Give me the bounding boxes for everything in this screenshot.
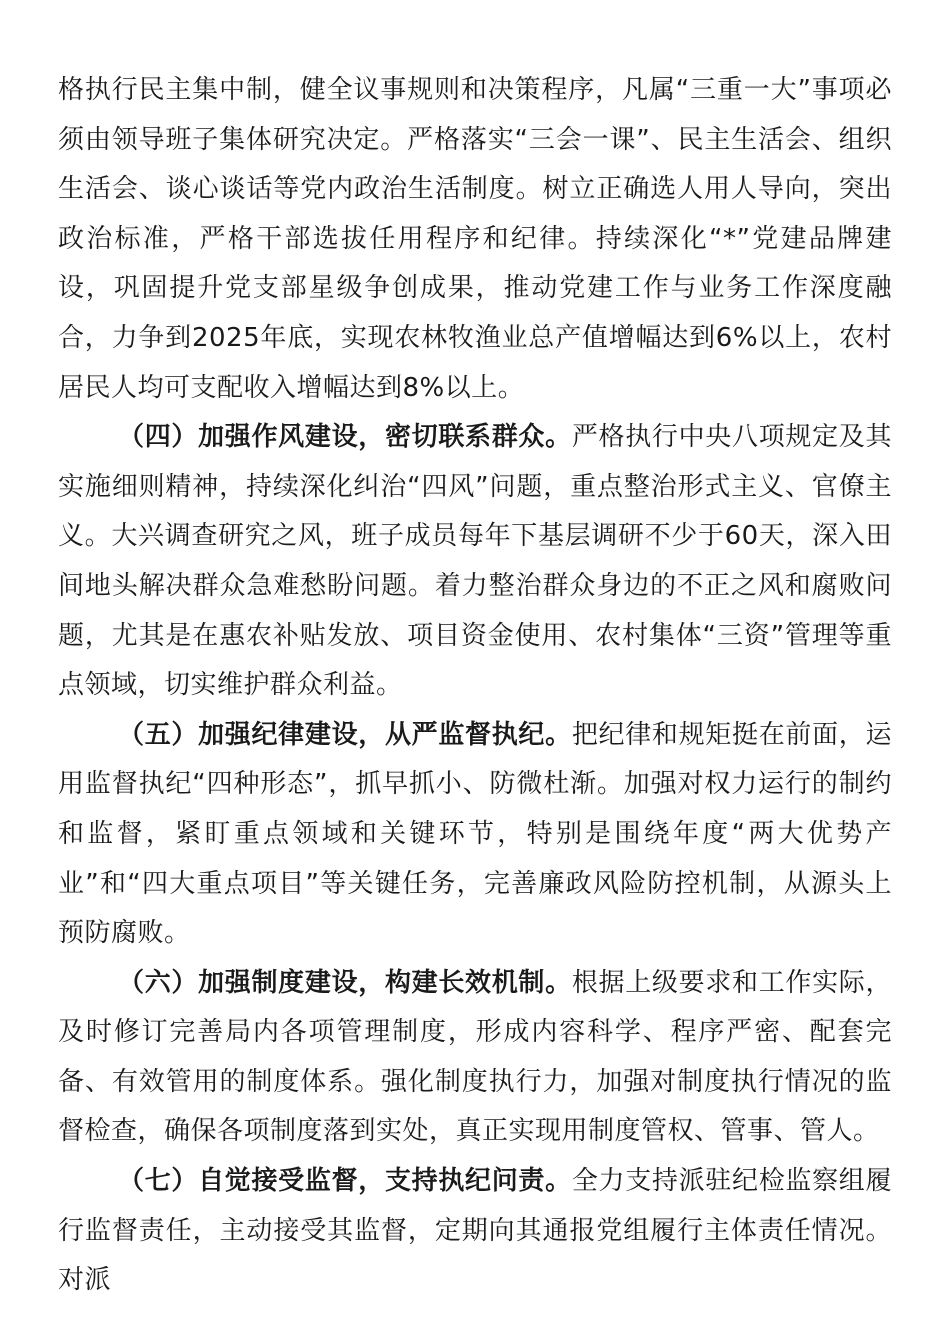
paragraph-section-5 bbox=[58, 711, 892, 959]
paragraph-body: 根据上级要求和工作实际，及时修订完善局内各项管理制度，形成内容科学、程序严密、配套完备、有效管用的制度体系。强化制度执行力，加强对制度执行情况的监督检查，确保各项制度落到实处，真正实现用制度管权、管事、管人。 bbox=[58, 967, 892, 1147]
paragraph-body: 全力支持派驻纪检监察组履行监督责任，主动接受其监督，定期向其通报党组履行主体责任情况。对派 bbox=[58, 1166, 892, 1296]
paragraph-section-4 bbox=[58, 413, 892, 711]
section-heading: （六）加强制度建设，构建长效机制。 bbox=[118, 967, 572, 998]
section-heading: （七）自觉接受监督，支持执纪问责。 bbox=[118, 1166, 572, 1197]
paragraph-section-7 bbox=[58, 1157, 892, 1306]
paragraph-body: 格执行民主集中制，健全议事规则和决策程序，凡属“三重一大”事项必须由领导班子集体研究决定。严格落实“三会一课”、民主生活会、组织生活会、谈心谈话等党内政治生活制度。树立正确选人用人导向，突出政治标准，严格干部选拔任用程序和纪律。持续深化“*”党建品牌建设，巩固提升党支部星级争创成果，推动党建工作与业务工作深度融合，力争到2025年底，实现农林牧渔业总产值增幅达到6%以上，农村居民人均可支配收入增幅达到8%以上。 bbox=[58, 75, 892, 403]
paragraph-continuation bbox=[58, 66, 892, 413]
paragraph-body: 严格执行中央八项规定及其实施细则精神，持续深化纠治“四风”问题，重点整治形式主义、官僚主义。大兴调查研究之风，班子成员每年下基层调研不少于60天，深入田间地头解决群众急难愁盼问题。着力整治群众身边的不正之风和腐败问题，尤其是在惠农补贴发放、项目资金使用、农村集体“三资”管理等重点领域，切实维护群众利益。 bbox=[58, 422, 892, 701]
section-heading: （四）加强作风建设，密切联系群众。 bbox=[118, 422, 572, 453]
paragraph-body: 把纪律和规矩挺在前面，运用监督执纪“四种形态”，抓早抓小、防微杜渐。加强对权力运行的制约和监督，紧盯重点领域和关键环节，特别是围绕年度“两大优势产业”和“四大重点项目”等关键任务，完善廉政风险防控机制，从源头上预防腐败。 bbox=[58, 719, 892, 949]
paragraph-section-6 bbox=[58, 959, 892, 1157]
section-heading: （五）加强纪律建设，从严监督执纪。 bbox=[118, 719, 572, 750]
document-page bbox=[58, 66, 892, 1306]
